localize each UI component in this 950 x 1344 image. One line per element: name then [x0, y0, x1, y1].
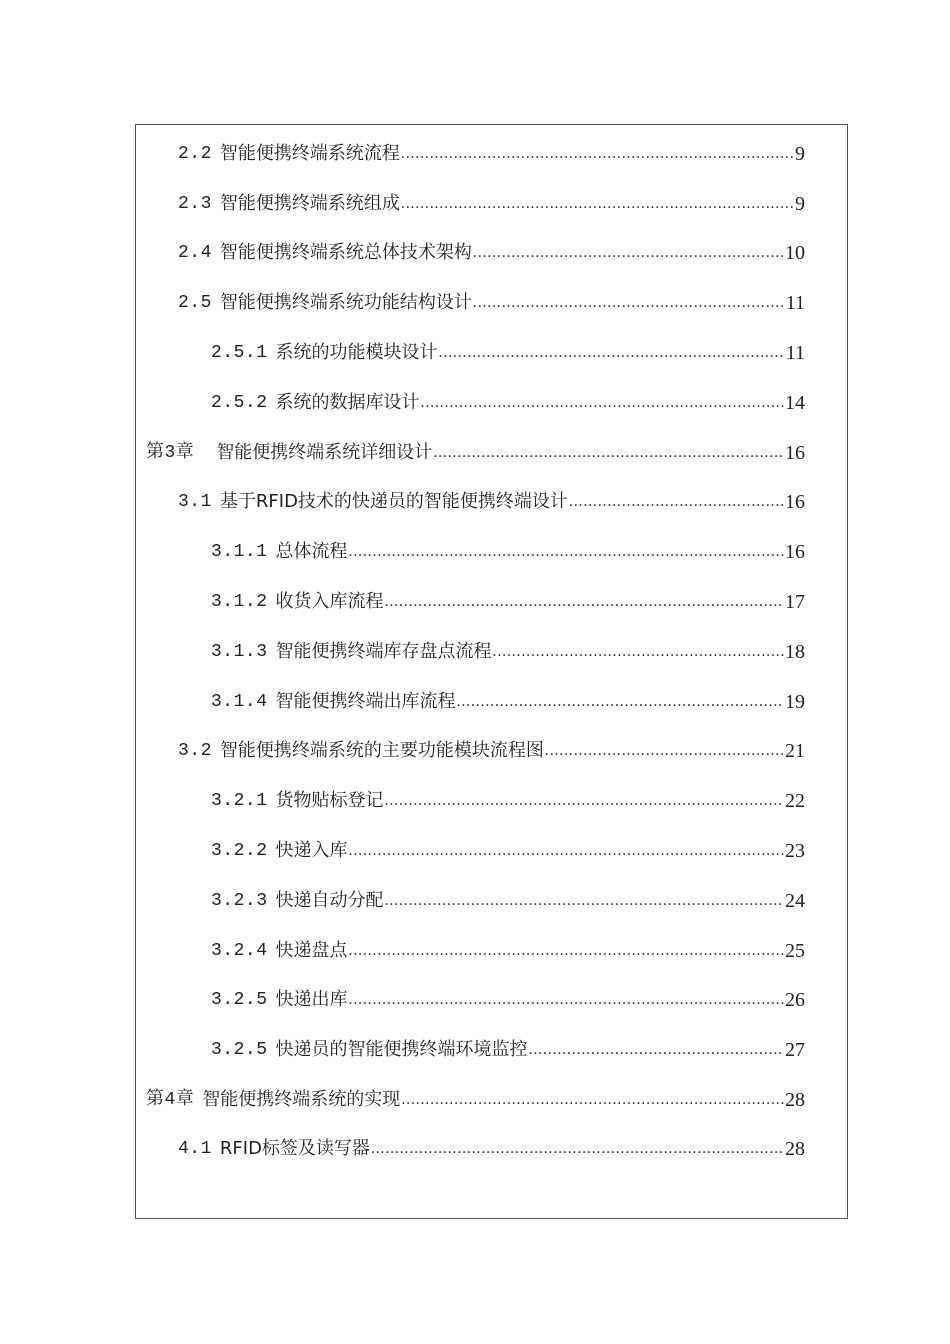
toc-number: 3.2.5	[211, 1040, 268, 1060]
toc-entry-3-2-3[interactable]	[211, 883, 805, 913]
dot-leader	[401, 142, 794, 166]
toc-title: 智能便携终端系统组成	[219, 193, 400, 214]
toc-entry-chapter-3[interactable]	[146, 435, 805, 465]
dot-leader	[473, 241, 784, 265]
toc-number: 2.5	[178, 293, 212, 313]
toc-page: 16	[785, 442, 805, 464]
toc-page: 26	[785, 989, 805, 1011]
toc-entry-3-2-2[interactable]	[211, 833, 805, 863]
dot-leader	[371, 1137, 784, 1161]
toc-page: 9	[795, 143, 805, 165]
toc-frame	[135, 124, 848, 1219]
toc-number: 2.5.2	[211, 393, 268, 413]
toc-page: 11	[785, 342, 805, 364]
toc-page: 16	[785, 491, 805, 513]
toc-number: 3.1	[178, 492, 212, 512]
toc-entry-3-2-4[interactable]	[211, 933, 805, 963]
dot-leader	[349, 988, 784, 1012]
toc-number: 2.3	[178, 194, 212, 214]
toc-number: 第3章	[146, 443, 195, 463]
toc-number: 3.2.2	[211, 841, 268, 861]
toc-entry-3-1-4[interactable]	[211, 684, 805, 714]
toc-entry-3-2-5-monitor[interactable]	[211, 1032, 805, 1062]
dot-leader	[421, 391, 784, 415]
toc-page: 11	[785, 292, 805, 314]
dot-leader	[385, 889, 784, 913]
toc-number: 第4章	[146, 1090, 195, 1110]
dot-leader	[457, 690, 784, 714]
toc-title: 快递入库	[275, 840, 348, 861]
toc-page: 19	[785, 691, 805, 713]
toc-entry-3-2-5[interactable]	[211, 982, 805, 1012]
dot-leader	[529, 1038, 784, 1062]
toc-page: 28	[785, 1138, 805, 1160]
toc-page: 24	[785, 890, 805, 912]
toc-page: 21	[785, 740, 805, 762]
toc-entry-3-1-2[interactable]	[211, 584, 805, 614]
toc-entry-2-5-1[interactable]	[211, 335, 805, 365]
toc-title: 智能便携终端系统总体技术架构	[219, 242, 472, 263]
toc-page: 17	[785, 591, 805, 613]
toc-title: 系统的功能模块设计	[275, 342, 438, 363]
toc-page: 25	[785, 940, 805, 962]
toc-title: 快递出库	[275, 989, 348, 1010]
toc-title: 智能便携终端库存盘点流程	[275, 641, 492, 662]
toc-title: 快递盘点	[275, 940, 348, 961]
toc-number: 2.5.1	[211, 343, 268, 363]
dot-leader	[433, 441, 784, 465]
toc-title: 快递员的智能便携终端环境监控	[275, 1039, 528, 1060]
toc-number: 2.2	[178, 144, 212, 164]
dot-leader	[401, 192, 794, 216]
toc-page: 10	[785, 242, 805, 264]
toc-number: 3.2.4	[211, 941, 268, 961]
dot-leader	[349, 839, 784, 863]
toc-page: 18	[785, 641, 805, 663]
dot-leader	[349, 939, 784, 963]
toc-number: 4.1	[178, 1139, 212, 1159]
toc-title: 智能便携终端出库流程	[275, 691, 456, 712]
dot-leader	[569, 490, 784, 514]
toc-entry-4-1[interactable]	[178, 1131, 805, 1161]
toc-number: 3.1.3	[211, 642, 268, 662]
toc-number: 3.2.5	[211, 990, 268, 1010]
toc-entry-2-2[interactable]	[178, 136, 805, 166]
toc-title: 智能便携终端系统的实现	[202, 1089, 401, 1110]
toc-title: RFID标签及读写器	[219, 1138, 370, 1159]
toc-entry-3-1[interactable]	[178, 484, 805, 514]
toc-entry-chapter-4[interactable]	[146, 1082, 805, 1112]
toc-title: 总体流程	[275, 541, 348, 562]
dot-leader	[545, 739, 784, 763]
toc-page: 16	[785, 541, 805, 563]
toc-title: 货物贴标登记	[275, 790, 384, 811]
toc-entry-2-5[interactable]	[178, 285, 805, 315]
dot-leader	[349, 540, 784, 564]
toc-entry-2-3[interactable]	[178, 186, 805, 216]
toc-page: 27	[785, 1039, 805, 1061]
toc-number: 2.4	[178, 243, 212, 263]
toc-number: 3.2	[178, 741, 212, 761]
toc-title: 系统的数据库设计	[275, 392, 420, 413]
toc-title: 收货入库流程	[275, 591, 384, 612]
toc-number: 3.2.1	[211, 791, 268, 811]
toc-title: 基于RFID技术的快递员的智能便携终端设计	[219, 491, 568, 512]
toc-entry-2-4[interactable]	[178, 235, 805, 265]
dot-leader	[385, 590, 784, 614]
toc-number: 3.1.2	[211, 592, 268, 612]
toc-title: 智能便携终端系统的主要功能模块流程图	[219, 740, 544, 761]
dot-leader	[385, 789, 784, 813]
toc-entry-3-1-1[interactable]	[211, 534, 805, 564]
toc-entry-2-5-2[interactable]	[211, 385, 805, 415]
toc-number: 3.1.4	[211, 692, 268, 712]
dot-leader	[493, 640, 784, 664]
dot-leader	[401, 1088, 784, 1112]
toc-number: 3.2.3	[211, 891, 268, 911]
dot-leader	[473, 291, 785, 315]
toc-entry-3-2[interactable]	[178, 733, 805, 763]
toc-title: 智能便携终端系统流程	[219, 143, 400, 164]
toc-page: 14	[785, 392, 805, 414]
toc-page: 9	[795, 193, 805, 215]
toc-page: 22	[785, 790, 805, 812]
dot-leader	[439, 341, 785, 365]
toc-number: 3.1.1	[211, 542, 268, 562]
toc-entry-3-1-3[interactable]	[211, 634, 805, 664]
toc-entry-3-2-1[interactable]	[211, 783, 805, 813]
toc-page: 28	[785, 1089, 805, 1111]
toc-title: 快递自动分配	[275, 890, 384, 911]
toc-page: 23	[785, 840, 805, 862]
toc-title: 智能便携终端系统详细设计	[216, 442, 433, 463]
toc-title: 智能便携终端系统功能结构设计	[219, 292, 472, 313]
